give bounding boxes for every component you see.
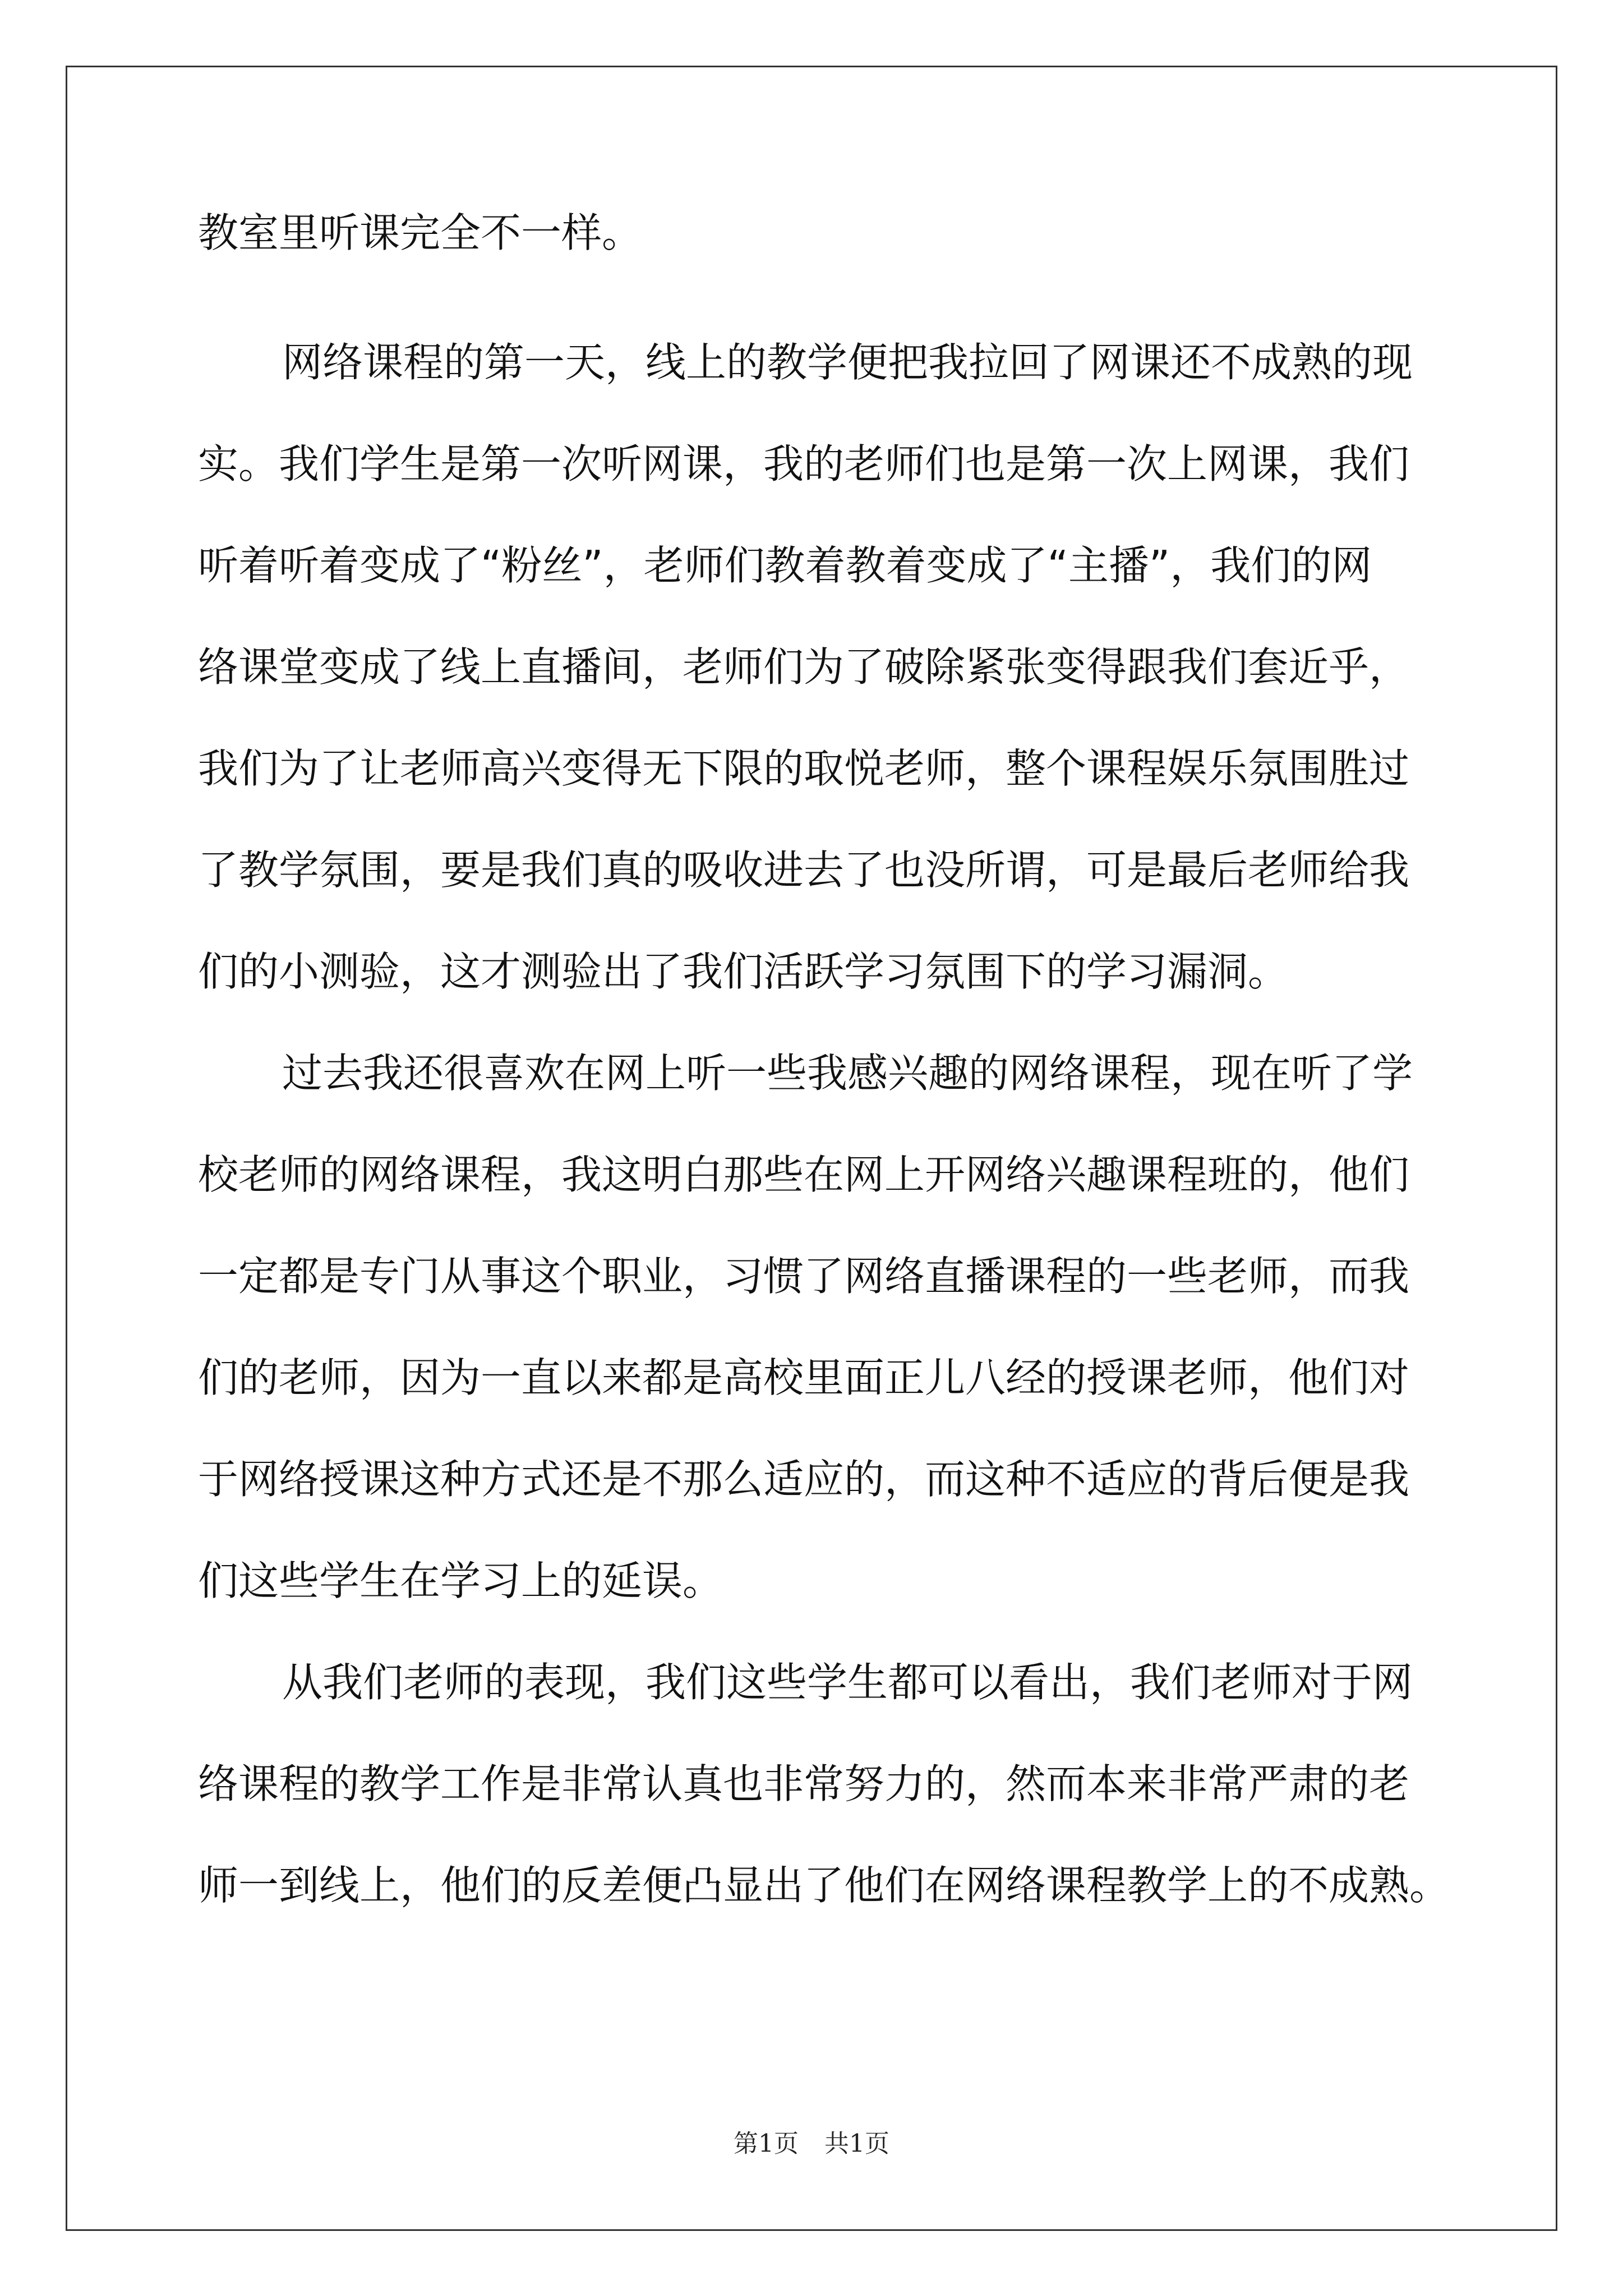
paragraph-line: 了教学氛围，要是我们真的吸收进去了也没所谓，可是最后老师给我 bbox=[198, 846, 1410, 894]
paragraph-line: 们的老师，因为一直以来都是高校里面正儿八经的授课老师，他们对 bbox=[198, 1354, 1410, 1401]
page-number-total: 共1页 bbox=[824, 2129, 889, 2158]
paragraph-line: 听着听着变成了“粉丝”，老师们教着教着变成了“主播”，我们的网 bbox=[198, 542, 1372, 589]
paragraph-line: 师一到线上，他们的反差便凸显出了他们在网络课程教学上的不成熟。 bbox=[198, 1862, 1450, 1909]
paragraph-line: 校老师的网络课程，我这明白那些在网上开网络兴趣课程班的，他们 bbox=[198, 1151, 1410, 1198]
paragraph-line: 络课堂变成了线上直播间，老师们为了破除紧张变得跟我们套近乎， bbox=[198, 643, 1410, 691]
paragraph-line: 一定都是专门从事这个职业，习惯了网络直播课程的一些老师，而我 bbox=[198, 1253, 1410, 1300]
paragraph-line: 实。我们学生是第一次听网课，我的老师们也是第一次上网课，我们 bbox=[198, 440, 1410, 487]
paragraph-line: 教室里听课完全不一样。 bbox=[198, 209, 643, 256]
paragraph-line: 们这些学生在学习上的延误。 bbox=[198, 1557, 723, 1604]
paragraph-line: 网络课程的第一天，线上的教学便把我拉回了网课还不成熟的现 bbox=[282, 339, 1413, 386]
paragraph-line: 从我们老师的表现，我们这些学生都可以看出，我们老师对于网 bbox=[282, 1659, 1413, 1706]
paragraph-line: 络课程的教学工作是非常认真也非常努力的，然而本来非常严肃的老 bbox=[198, 1760, 1410, 1807]
page-number-current: 第1页 bbox=[734, 2129, 799, 2158]
page-footer bbox=[0, 2130, 1623, 2158]
paragraph-line: 过去我还很喜欢在网上听一些我感兴趣的网络课程，现在听了学 bbox=[282, 1050, 1413, 1097]
paragraph-line: 我们为了让老师高兴变得无下限的取悦老师，整个课程娱乐氛围胜过 bbox=[198, 745, 1410, 792]
paragraph-line: 于网络授课这种方式还是不那么适应的，而这种不适应的背后便是我 bbox=[198, 1456, 1410, 1503]
paragraph-line: 们的小测验，这才测验出了我们活跃学习氛围下的学习漏洞。 bbox=[198, 948, 1289, 995]
